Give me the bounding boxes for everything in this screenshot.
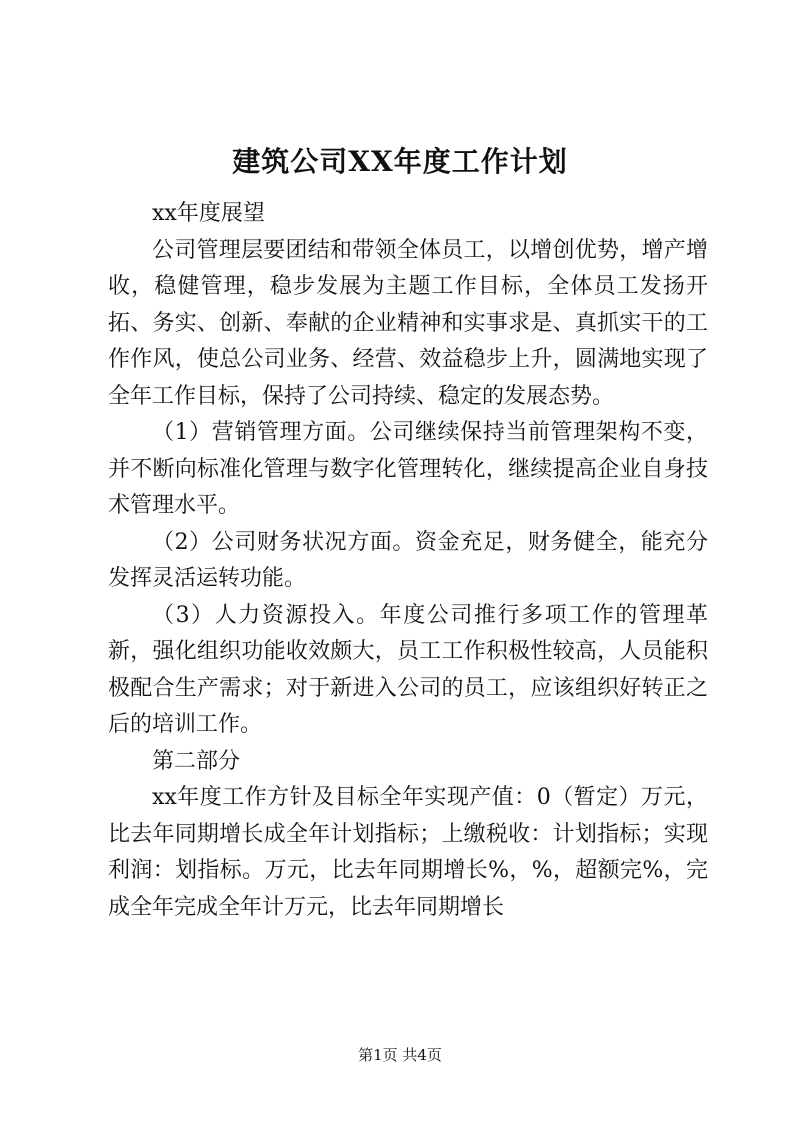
document-body [108,196,708,926]
section-heading-part-two: 第二部分 [152,748,241,774]
paragraph-marketing: （1）营销管理方面。公司继续保持当前管理架构不变，并不断向标准化管理与数字化管理转化，继续提高企业自身技术管理水平。 [108,420,708,518]
paragraph-goals: xx年度工作方针及目标全年实现产值：0（暂定）万元，比去年同期增长成全年计划指标；上缴税收：计划指标；实现利润：划指标。万元，比去年同期增长%，%，超额完%，完成全年完成全年计万元，比去年同期增长 [108,785,708,920]
section-heading-outlook: xx年度展望 [152,201,265,226]
page-footer: 第1页 共4页 [358,1046,442,1064]
page-title: 建筑公司XX年度工作计划 [232,145,568,178]
paragraph-intro: 公司管理层要团结和带领全体员工，以增创优势，增产增收，稳健管理，稳步发展为主题工作目标，全体员工发扬开拓、务实、创新、奉献的企业精神和实事求是、真抓实干的工作作风，使总公司业务、经营、效益稳步上升，圆满地实现了全年工作目标，保持了公司持续、稳定的发展态势。 [108,237,708,409]
paragraph-hr: （3）人力资源投入。年度公司推行多项工作的管理革新，强化组织功能收效颇大，员工工作积极性较高，人员能积极配合生产需求；对于新进入公司的员工，应该组织好转正之后的培训工作。 [108,602,708,737]
paragraph-finance: （2）公司财务状况方面。资金充足，财务健全，能充分发挥灵活运转功能。 [108,529,708,591]
